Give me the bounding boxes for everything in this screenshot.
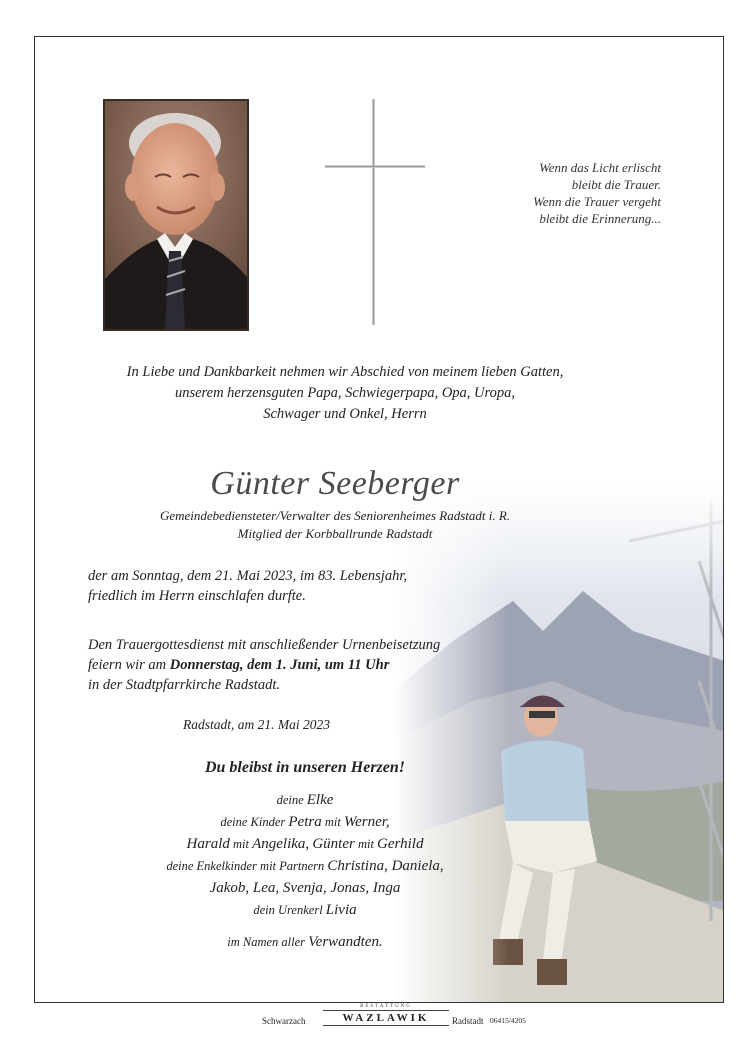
family-name: Angelika, bbox=[252, 836, 310, 852]
family-label: dein Urenkerl bbox=[253, 903, 323, 917]
service-info bbox=[88, 635, 568, 695]
poem-line: bleibt die Erinnerung... bbox=[539, 211, 661, 226]
family-line-greatgrandchild bbox=[95, 899, 515, 921]
cross-symbol bbox=[325, 99, 425, 325]
family-line-grandchildren-2 bbox=[95, 877, 515, 899]
intro-text bbox=[65, 362, 625, 425]
obituary-frame bbox=[34, 36, 724, 1003]
family-list bbox=[95, 789, 515, 953]
family-label: mit bbox=[233, 837, 249, 851]
deceased-name: Günter Seeberger bbox=[210, 465, 460, 502]
footer-location-left: Schwarzach bbox=[262, 1016, 306, 1026]
family-name: Elke bbox=[306, 792, 334, 808]
family-line-relatives bbox=[95, 931, 515, 953]
role-line: Gemeindebediensteter/Verwalter des Seniorenheimes Radstadt i. R. bbox=[159, 508, 511, 523]
logo-name: WAZLAWIK bbox=[323, 1010, 449, 1026]
family-name: Christina, Daniela, bbox=[327, 858, 444, 874]
family-name: Werner, bbox=[343, 814, 390, 830]
portrait-illustration bbox=[105, 101, 247, 329]
family-label: deine Kinder bbox=[220, 815, 286, 829]
service-line: Den Trauergottesdienst mit anschließender Urnenbeisetzung bbox=[88, 637, 441, 653]
family-name: Gerhild bbox=[377, 836, 424, 852]
footer bbox=[0, 1004, 750, 1034]
death-line: friedlich im Herrn einschlafen durfte. bbox=[88, 588, 306, 604]
family-line-grandchildren bbox=[95, 855, 515, 877]
family-name: Verwandten. bbox=[308, 934, 383, 950]
intro-line: unserem herzensguten Papa, Schwiegerpapa, Opa, Uropa, bbox=[174, 385, 516, 401]
family-name: Günter bbox=[312, 836, 355, 852]
family-name: Jakob, Lea, Svenja, Jonas, Inga bbox=[209, 880, 401, 896]
service-line: in der Stadtpfarrkirche Radstadt. bbox=[88, 677, 280, 693]
family-line-children bbox=[95, 811, 515, 833]
footer-phone: 06415/4205 bbox=[490, 1016, 526, 1025]
poem-line: Wenn das Licht erlischt bbox=[539, 160, 661, 175]
family-label: im Namen aller bbox=[227, 935, 306, 949]
place-date: Radstadt, am 21. Mai 2023 bbox=[183, 717, 330, 732]
poem-line: Wenn die Trauer vergeht bbox=[533, 194, 661, 209]
family-name: Livia bbox=[325, 902, 357, 918]
death-info bbox=[88, 566, 508, 606]
family-name: Harald bbox=[186, 836, 230, 852]
deceased-roles bbox=[125, 507, 545, 543]
funeral-home-logo bbox=[323, 1004, 449, 1030]
family-label: mit bbox=[324, 815, 341, 829]
intro-line: Schwager und Onkel, Herrn bbox=[263, 406, 427, 422]
service-line bbox=[88, 655, 568, 675]
role-line: Mitglied der Korbballrunde Radstadt bbox=[237, 526, 433, 541]
intro-line: In Liebe und Dankbarkeit nehmen wir Abschied von meinem lieben Gatten, bbox=[126, 364, 564, 380]
family-line-wife bbox=[95, 789, 515, 811]
death-line: der am Sonntag, dem 21. Mai 2023, im 83. Lebensjahr, bbox=[88, 568, 407, 584]
family-label: deine Enkelkinder mit Partnern bbox=[166, 859, 325, 873]
family-name: Petra bbox=[288, 814, 322, 830]
family-line-children-2 bbox=[95, 833, 515, 855]
family-label: mit bbox=[357, 837, 374, 851]
service-line-pre: feiern wir am bbox=[88, 657, 170, 673]
footer-location-right: Radstadt bbox=[452, 1016, 484, 1026]
poem-line: bleibt die Trauer. bbox=[571, 177, 661, 192]
service-datetime: Donnerstag, dem 1. Juni, um 11 Uhr bbox=[169, 657, 390, 673]
poem bbox=[475, 159, 661, 227]
family-label: deine bbox=[276, 793, 304, 807]
motto: Du bleibst in unseren Herzen! bbox=[204, 759, 406, 776]
logo-subtitle: BESTATTUNG bbox=[360, 1004, 412, 1009]
portrait-photo bbox=[103, 99, 249, 331]
